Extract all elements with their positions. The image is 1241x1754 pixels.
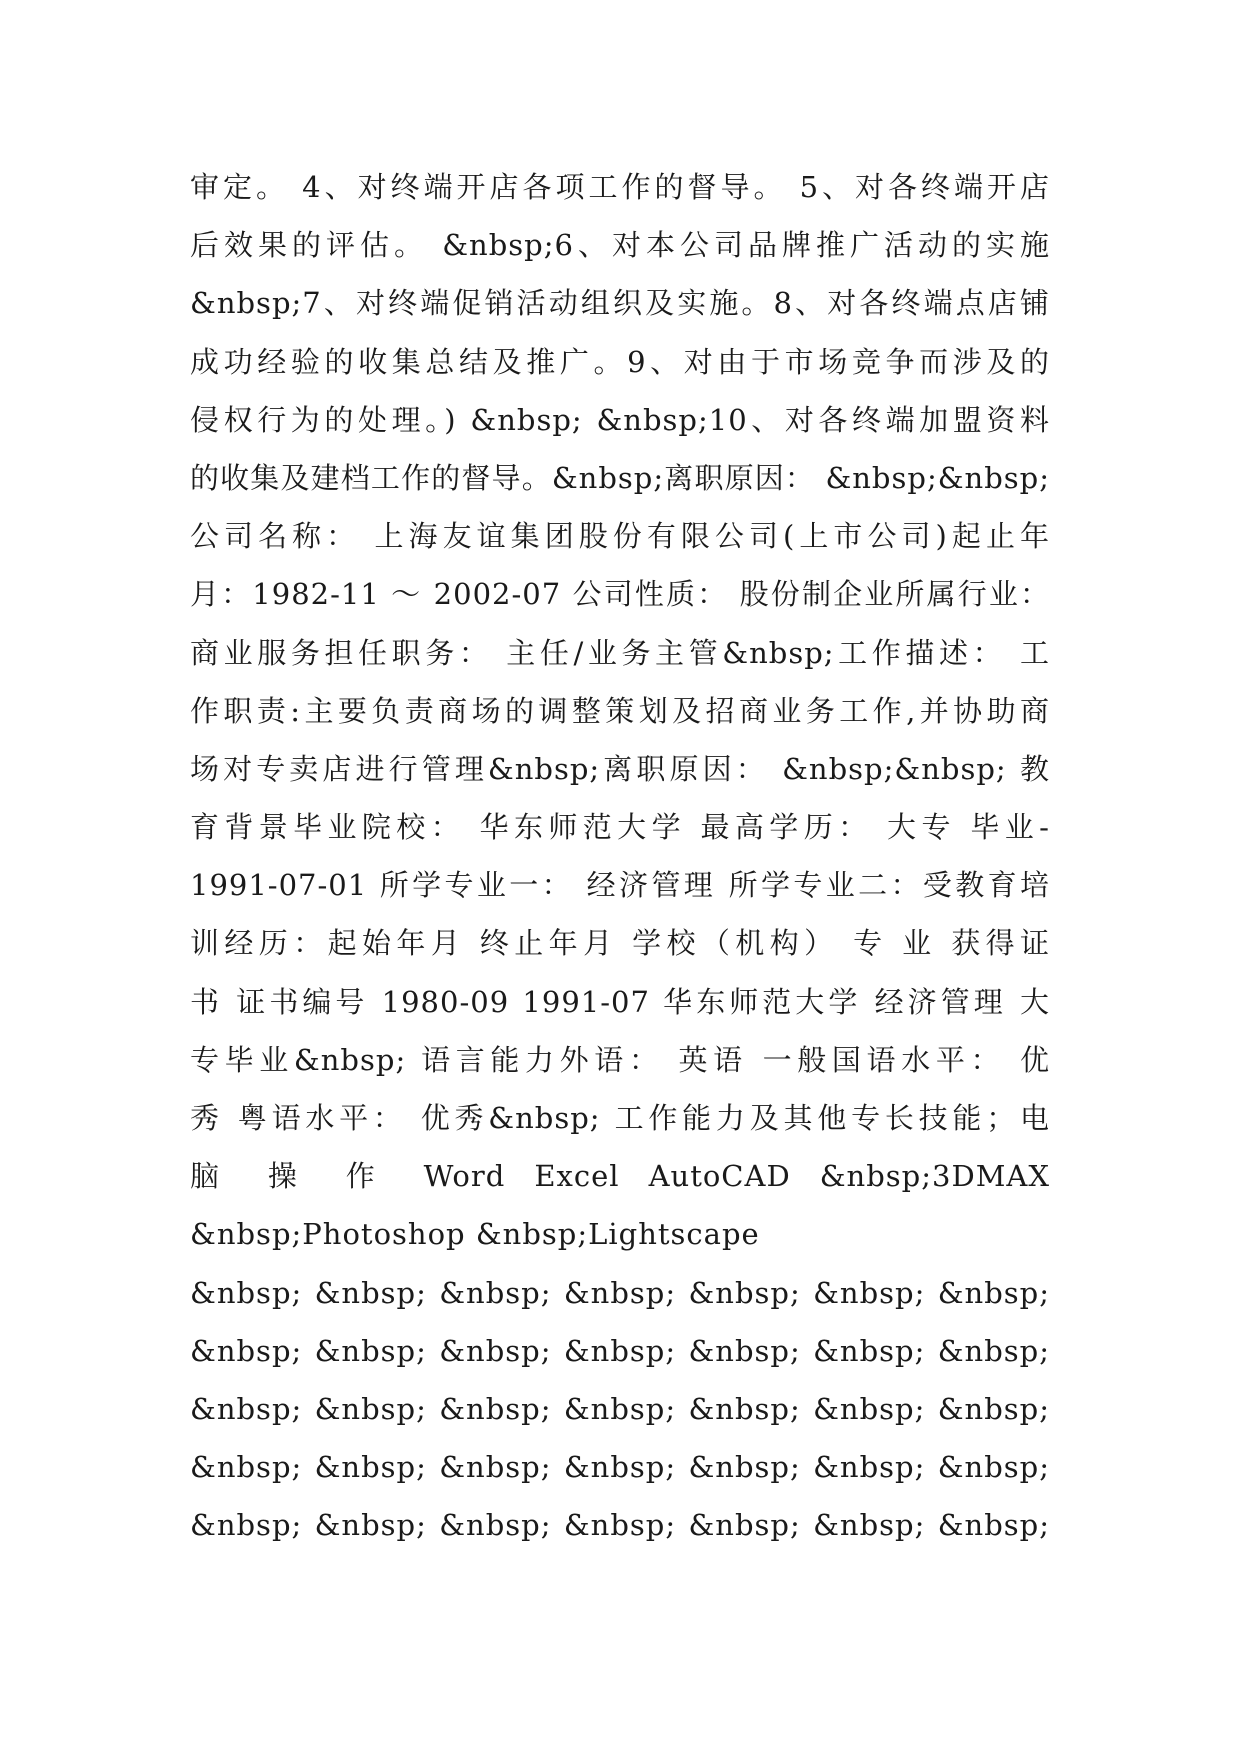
text-line: 月：1982-11 ～ 2002-07 公司性质： 股份制企业所属行业： — [190, 577, 1050, 612]
document-body — [190, 158, 1050, 1555]
text-line: 专毕业&nbsp; 语言能力外语： 英语 一般国语水平： 优 — [190, 1042, 1050, 1077]
text-line: 书 证书编号 1980-09 1991-07 华东师范大学 经济管理 大 — [190, 984, 1050, 1019]
text-line: 育背景毕业院校： 华东师范大学 最高学历： 大专 毕业- — [190, 810, 1050, 845]
text-line: 秀 粤语水平： 优秀&nbsp; 工作能力及其他专长技能；电 — [190, 1101, 1050, 1135]
text-line: 场对专卖店进行管理&nbsp;离职原因： &nbsp;&nbsp; 教 — [190, 751, 1050, 786]
text-line: 公司名称： 上海友谊集团股份有限公司(上市公司)起止年 — [190, 519, 1050, 554]
text-line: 成功经验的收集总结及推广。9、对由于市场竞争而涉及的 — [190, 344, 1050, 379]
text-line: &nbsp; &nbsp; &nbsp; &nbsp; &nbsp; &nbsp; &nbsp; — [190, 1450, 1050, 1485]
text-line: &nbsp; &nbsp; &nbsp; &nbsp; &nbsp; &nbsp; &nbsp; — [190, 1275, 1050, 1310]
text-line: 1991-07-01 所学专业一： 经济管理 所学专业二：受教育培 — [190, 868, 1050, 903]
text-line: &nbsp;Photoshop &nbsp;Lightscape — [190, 1217, 760, 1252]
text-line: &nbsp; &nbsp; &nbsp; &nbsp; &nbsp; &nbsp; &nbsp; — [190, 1333, 1050, 1368]
text-line: &nbsp; &nbsp; &nbsp; &nbsp; &nbsp; &nbsp; &nbsp; — [190, 1508, 1050, 1543]
text-line: 侵权行为的处理。) &nbsp; &nbsp;10、对各终端加盟资料 — [190, 402, 1050, 437]
text-line: 训经历：起始年月 终止年月 学校（机构） 专 业 获得证 — [190, 926, 1050, 961]
text-line: 的收集及建档工作的督导。&nbsp;离职原因： &nbsp;&nbsp; — [190, 460, 1050, 495]
text-line: 作职责:主要负责商场的调整策划及招商业务工作,并协助商 — [190, 693, 1050, 728]
text-line: 脑 操 作 Word Excel AutoCAD &nbsp;3DMAX — [190, 1159, 1050, 1194]
text-line: 商业服务担任职务： 主任/业务主管&nbsp;工作描述： 工 — [190, 635, 1050, 670]
text-line: 后效果的评估。 &nbsp;6、对本公司品牌推广活动的实施 — [190, 228, 1050, 263]
text-line: &nbsp;7、对终端促销活动组织及实施。8、对各终端点店铺 — [190, 286, 1050, 321]
text-line: 审定。 4、对终端开店各项工作的督导。 5、对各终端开店 — [190, 170, 1050, 204]
text-line: &nbsp; &nbsp; &nbsp; &nbsp; &nbsp; &nbsp; &nbsp; — [190, 1391, 1050, 1426]
